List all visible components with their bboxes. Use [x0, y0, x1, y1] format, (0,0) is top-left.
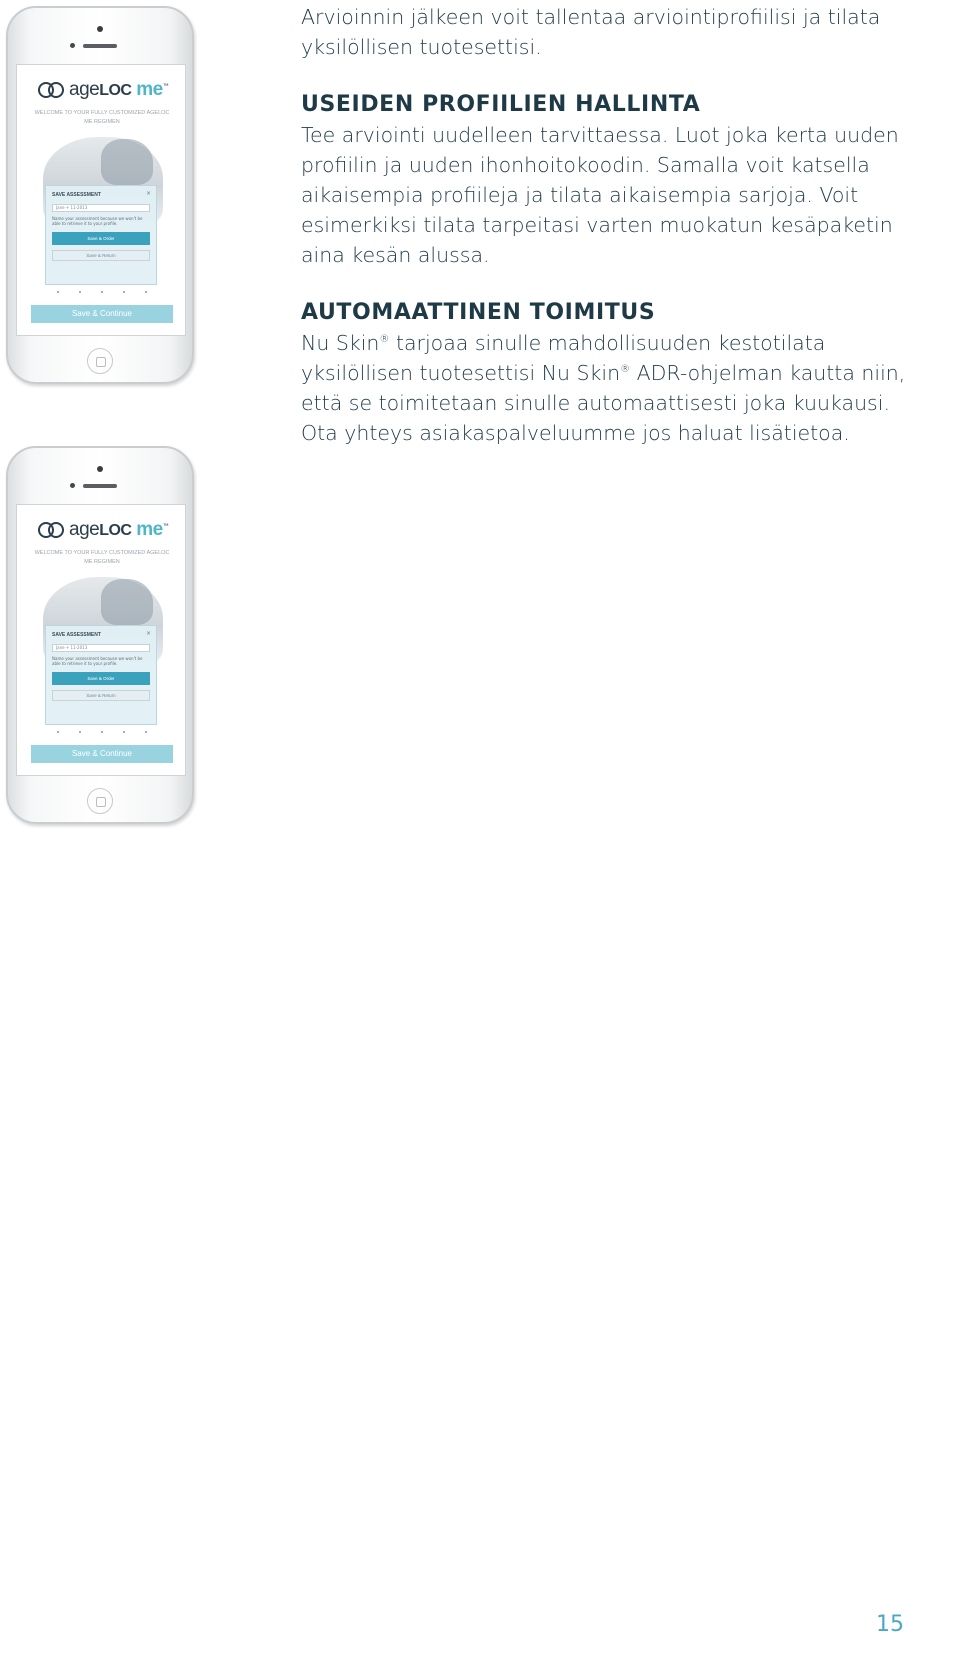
section-heading: USEIDEN PROFIILIEN HALLINTA [301, 92, 701, 117]
dot [145, 731, 147, 733]
save-assessment-modal [45, 625, 157, 725]
welcome-text: WELCOME TO YOUR FULLY CUSTOMIZED AGELOC ME REGIMEN [34, 550, 170, 565]
hair-shape [101, 139, 153, 185]
dot [145, 291, 147, 293]
modal-note: Name your assessment because we won't be able to retrieve it to your profile. [52, 656, 143, 666]
dot [57, 731, 59, 733]
sensor-dot [70, 43, 75, 48]
save-and-continue-button[interactable]: Save & Continue [31, 305, 173, 323]
save-and-return-button[interactable]: Save & Return [52, 250, 150, 261]
ageloc-logo-icon [37, 521, 65, 539]
dot [101, 291, 103, 293]
section-multiple-profiles [301, 90, 911, 270]
close-icon[interactable]: × [145, 630, 151, 637]
camera-icon [97, 26, 103, 32]
modal-title: SAVE ASSESSMENT [52, 632, 101, 638]
dot [57, 291, 59, 293]
save-assessment-modal [45, 185, 157, 285]
logo-text: ageLOC me™ [69, 79, 169, 100]
sensor-dot [70, 483, 75, 488]
welcome-text: WELCOME TO YOUR FULLY CUSTOMIZED AGELOC ME REGIMEN [34, 110, 170, 125]
section-body: Nu Skin® tarjoaa sinulle mahdollisuuden kestotilata yksilöllisen tuotesettisi Nu Skin® ADR-ohjelman kautta niin, että se toimitetaan sinulle automaattisesti joka kuukausi. Ota yhteys asiakaspalveluumme jos haluat lisätietoa. [301, 331, 906, 445]
intro-paragraph: Arvioinnin jälkeen voit tallentaa arviointiprofiilisi ja tilata yksilöllisen tuotesettisi. [301, 5, 881, 59]
section-heading: AUTOMAATTINEN TOIMITUS [301, 300, 656, 325]
home-button [87, 788, 113, 814]
text-column [301, 2, 911, 448]
dot [123, 731, 125, 733]
speaker-grille [83, 484, 117, 488]
ageloc-me-logo [37, 77, 168, 103]
phone-mockup-1 [6, 6, 194, 384]
phone-mockup-2 [6, 446, 194, 824]
home-button [87, 348, 113, 374]
dot [101, 731, 103, 733]
dot [123, 291, 125, 293]
modal-title: SAVE ASSESSMENT [52, 192, 101, 198]
close-icon[interactable]: × [145, 190, 151, 197]
phone-screen [16, 64, 186, 336]
pagination-dots [57, 291, 147, 293]
section-automatic-delivery [301, 298, 911, 448]
section-body: Tee arviointi uudelleen tarvittaessa. Luot joka kerta uuden profiilin ja uuden ihonhoitokoodin. Samalla voit katsella aikaisempia profiileja ja tilata aikaisempia sarjoja. Voit esimerkiksi tilata tarpeitasi varten muokatun kesäpaketin aina kesän alussa. [301, 123, 899, 267]
save-and-continue-button[interactable]: Save & Continue [31, 745, 173, 763]
dot [79, 291, 81, 293]
ageloc-logo-icon [37, 81, 65, 99]
camera-icon [97, 466, 103, 472]
ageloc-me-logo [37, 517, 168, 543]
assessment-name-input[interactable]: Jane + 11-2013 [52, 204, 150, 212]
save-and-order-button[interactable]: Save & Order [52, 232, 150, 245]
assessment-name-input[interactable]: Jane + 11-2013 [52, 644, 150, 652]
pagination-dots [57, 731, 147, 733]
hair-shape [101, 579, 153, 625]
phone-screen [16, 504, 186, 776]
speaker-grille [83, 44, 117, 48]
save-and-return-button[interactable]: Save & Return [52, 690, 150, 701]
save-and-order-button[interactable]: Save & Order [52, 672, 150, 685]
dot [79, 731, 81, 733]
modal-note: Name your assessment because we won't be able to retrieve it to your profile. [52, 216, 143, 226]
page-number: 15 [876, 1612, 904, 1637]
logo-text: ageLOC me™ [69, 519, 169, 540]
